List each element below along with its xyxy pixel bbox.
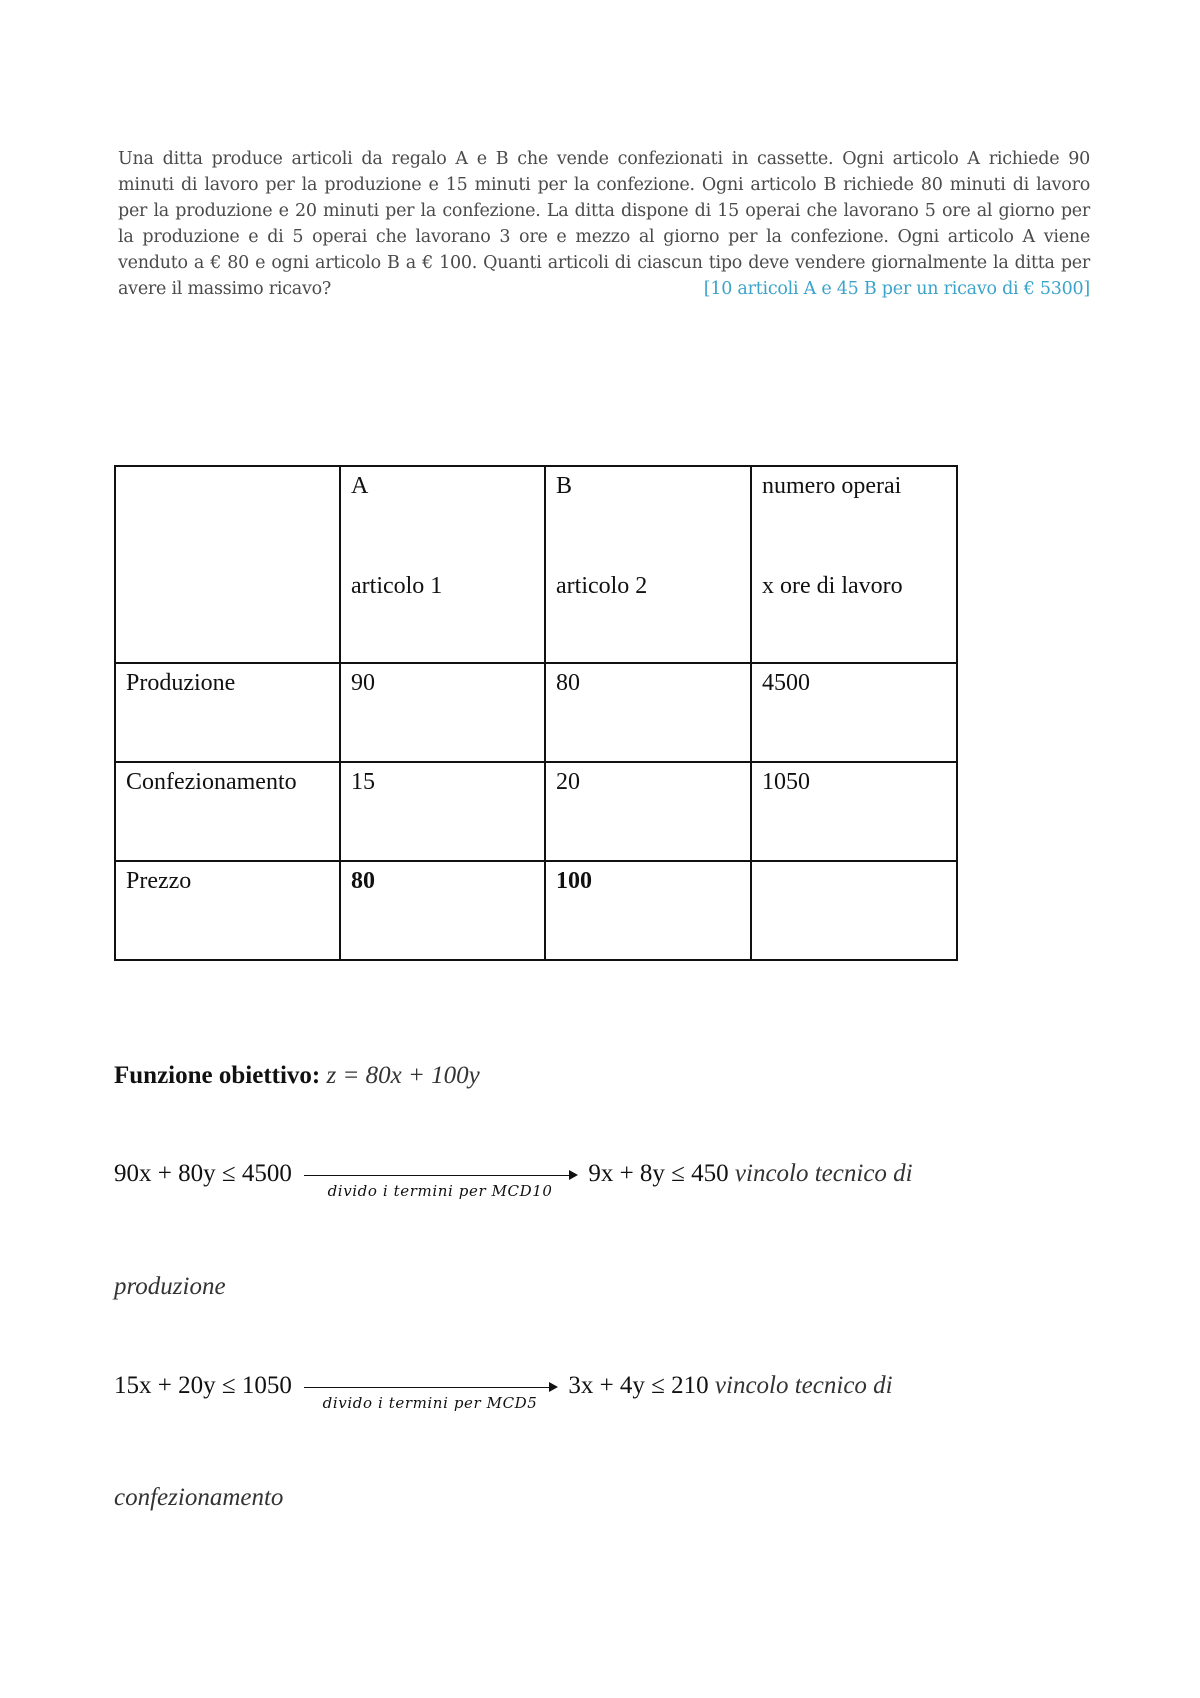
header-line1: numero operai: [762, 473, 902, 499]
table-header-row: [115, 466, 957, 663]
constraint-continuation: produzione: [114, 1273, 226, 1300]
header-cell-empty: [115, 466, 340, 663]
problem-statement: [118, 146, 1090, 302]
arrow-icon: [304, 1175, 576, 1177]
row-label: Confezionamento: [115, 762, 340, 861]
constraint-note: vincolo tecnico di: [714, 1372, 893, 1399]
header-line2: articolo 1: [351, 573, 443, 599]
constraint-right: 9x + 8y ≤ 450: [588, 1160, 729, 1187]
problem-line: Una ditta produce articoli da regalo A e B che vende confezionati in cassette. Ogni articolo A richiede 90: [118, 149, 1090, 169]
header-cell-article-a: [340, 466, 545, 663]
header-cell-workers: [751, 466, 957, 663]
cell-total: 1050: [751, 762, 957, 861]
row-label: Produzione: [115, 663, 340, 762]
problem-line: per la produzione e 20 minuti per la confezione. La ditta dispone di 15 operai che lavorano 5 ore al giorno per: [118, 201, 1090, 221]
constraint-note: vincolo tecnico di: [734, 1160, 913, 1187]
cell-b: 100: [545, 861, 751, 960]
cell-a: 90: [340, 663, 545, 762]
header-line1: B: [556, 473, 573, 499]
header-line1: A: [351, 473, 369, 499]
arrow: [304, 1387, 556, 1412]
cell-a: 15: [340, 762, 545, 861]
problem-line: venduto a € 80 e ogni articolo B a € 100. Quanti articoli di ciascun tipo deve vendere giornalmente la ditta per: [118, 253, 1090, 273]
problem-last-row: [118, 276, 1090, 302]
data-table: [114, 465, 958, 961]
cell-b: 80: [545, 663, 751, 762]
table-row-prezzo: [115, 861, 957, 960]
arrow: [304, 1175, 576, 1200]
cell-total: [751, 861, 957, 960]
constraint-continuation: confezionamento: [114, 1484, 284, 1511]
objective-function: [114, 1062, 480, 1090]
constraint-production: [114, 1160, 913, 1200]
row-label: Prezzo: [115, 861, 340, 960]
objective-expression: z = 80x + 100y: [326, 1062, 480, 1089]
header-cell-article-b: [545, 466, 751, 663]
arrow-icon: [304, 1387, 556, 1389]
problem-line: la produzione e di 5 operai che lavorano 3 ore e mezzo al giorno per la confezione. Ogni articolo A viene: [118, 227, 1090, 247]
problem-answer: [10 articoli A e 45 B per un ricavo di € 5300]: [703, 279, 1090, 299]
cell-b: 20: [545, 762, 751, 861]
header-line2: x ore di lavoro: [762, 573, 903, 599]
problem-line: minuti di lavoro per la produzione e 15 minuti per la confezione. Ogni articolo B richiede 80 minuti di lavoro: [118, 175, 1090, 195]
constraint-right: 3x + 4y ≤ 210: [568, 1372, 709, 1399]
arrow-caption: divido i termini per MCD10: [327, 1181, 553, 1200]
constraint-packaging: [114, 1372, 893, 1412]
constraint-left: 90x + 80y ≤ 4500: [114, 1160, 292, 1187]
arrow-caption: divido i termini per MCD5: [322, 1393, 538, 1412]
cell-a: 80: [340, 861, 545, 960]
table-row-confezionamento: [115, 762, 957, 861]
constraint-left: 15x + 20y ≤ 1050: [114, 1372, 292, 1399]
table-row-produzione: [115, 663, 957, 762]
cell-total: 4500: [751, 663, 957, 762]
objective-label: Funzione obiettivo:: [114, 1062, 321, 1089]
problem-line: avere il massimo ricavo?: [118, 279, 331, 299]
header-line2: articolo 2: [556, 573, 648, 599]
